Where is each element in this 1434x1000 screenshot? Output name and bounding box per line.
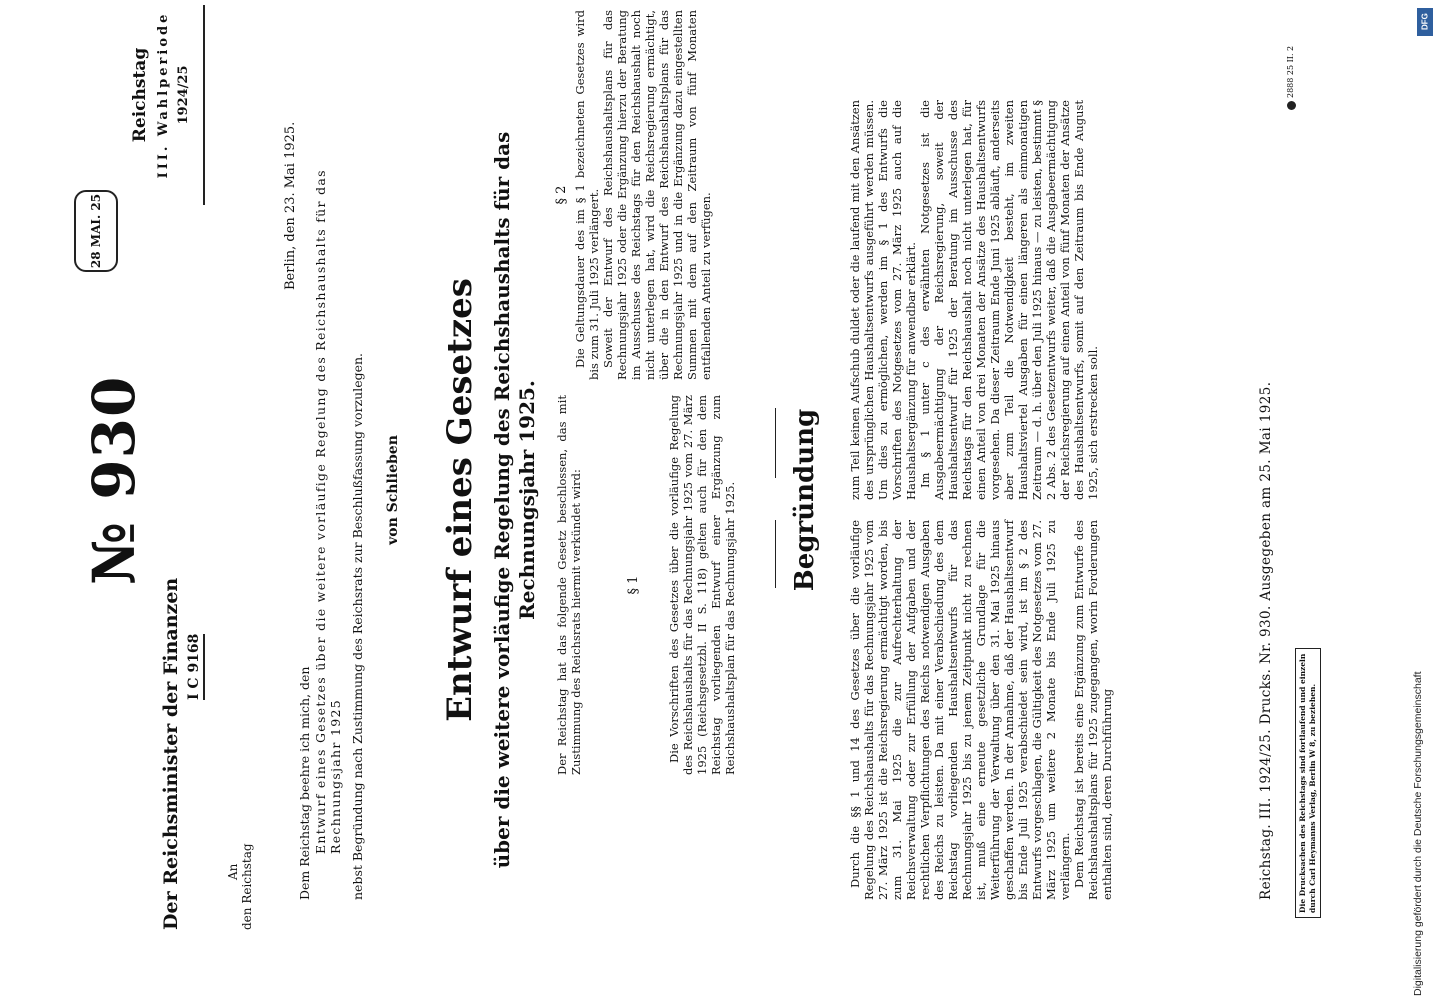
issue-line: Reichstag. III. 1924/25. Drucks. Nr. 930. Ausgegeben am 25. Mai 1925. <box>1258 381 1274 900</box>
begruendung-rule-right <box>775 408 776 478</box>
recipient-line-2: den Reichstag <box>240 843 254 930</box>
preamble: Der Reichstag hat das folgende Gesetz beschlossen, das mit Zustimmung des Reichsrats hiermit verkündet wird: <box>555 395 583 775</box>
begruendung-rule-left <box>775 520 776 588</box>
begruendung-left-column <box>848 520 1114 900</box>
cover-letter-closing: nebst Begründung nach Zustimmung des Reichsrats zur Beschlußfassung vorzulegen. <box>350 352 365 900</box>
section-2-paragraph-2: Soweit der Entwurf des Reichshaushaltsplans für das Rechnungsjahr 1925 oder die Ergänzung hierzu der Beratung im Ausschusse des Reichstags für den Reichshaushalt noch nicht unterlegen hat, wird die Reichsregierung ermächtigt, über die in den Entwurf des Reichshaushaltsplans für das Rechnungsjahr 1925 und in die Ergänzung dazu eingestellten Summen mit dem auf den Zeitraum von fünf Monaten entfallenden Anteil zu verfügen. <box>601 10 713 380</box>
received-stamp: 28 MAI. 25 <box>74 190 118 272</box>
begruendung-paragraph-3: zum Teil keinen Aufschub duldet oder die laufend mit den Ansätzen des ursprünglichen Haushaltsentwurfs ausgeführt werden müssen. Um dies zu ermöglichen, werden im § 1 des Entwurfs die Vorschriften des Notgesetzes vom 27. März 1925 auch auf die Haushaltsergänzung für anwendbar erklärt. <box>848 100 918 500</box>
recipient-line-1: An <box>226 863 240 880</box>
section-1-heading: § 1 <box>626 575 641 595</box>
law-right-column <box>555 10 713 380</box>
print-mark <box>1286 46 1296 110</box>
cover-letter-intro: Dem Reichstag beehre ich mich, den <box>297 666 312 900</box>
printer-logo-icon <box>1287 101 1296 110</box>
begruendung-paragraph-1: Durch die §§ 1 und 14 des Gesetzes über die vorläufige Regelung des Reichshaushalts für das Rechnungsjahr 1925 vom 27. März 1925 ist die Reichsregierung ermächtigt worden, bis zum 31. Mai 1925 die zur Aufrechterhaltung der Reichsverwaltung oder zur Erfüllung der Aufgaben und der rechtlichen Verpflichtungen des Reichs notwendigen Ausgaben des Reichs zu leisten. Da mit einer Verabschiedung des dem Reichstag vorliegenden Haushaltsentwurfs für das Rechnungsjahr 1925 bis zu jenem Zeitpunkt nicht zu rechnen ist, muß eine erneute gesetzliche Grundlage für die Weiterführung der Verwaltung über den 31. Mai 1925 hinaus geschaffen werden. In der Annahme, daß der Haushaltsentwurf bis Ende Juli 1925 verabschiedet sein wird, ist im § 2 des Entwurfs vorgeschlagen, die Gültigkeit des Notgesetzes vom 27. März 1925 um weitere 2 Monate bis Ende Juli 1925 zu verlängern. <box>848 520 1072 900</box>
header-rule <box>203 5 205 205</box>
section-1-text: Die Vorschriften des Gesetzes über die vorläufige Regelung des Reichshaushalts für das Rechnungsjahr 1925 vom 27. März 1925 (Reichsgesetzbl. II S. 118) gelten auch für den dem Reichstag vorliegenden Entwurf einer Ergänzung zum Reichshaushaltsplan für das Rechnungsjahr 1925. <box>667 395 737 775</box>
publisher-box <box>1295 648 1321 918</box>
ministry-name: Der Reichsminister der Finanzen <box>160 577 182 930</box>
bill-subtitle: über die weitere vorläufige Regelung des Reichshaushalts für das Rechnungsjahr 1925. <box>490 131 539 869</box>
section-2-heading: § 2 <box>554 185 569 205</box>
place-date: Berlin, den 23. Mai 1925. <box>283 121 298 290</box>
begruendung-paragraph-4: Im § 1 unter c des erwähnten Notgesetzes ist die Ausgabeermächtigung der Reichsregierung, soweit der Haushaltsentwurf für 1925 der Beratung im Ausschusse des Reichstags für den Reichshaushalt noch nicht unterlegen hat, für einen Anteil von drei Monaten der Ansätze des Haushaltsentwurfs vorgesehen. Da dieser Zeitraum Ende Juni 1925 abläuft, anderseits aber zum Teil die Notwendigkeit besteht, im zweiten Haushaltsviertel Ausgaben für einen längeren als einmonatigen Zeitraum — d. h. über den Juli 1925 hinaus — zu leisten, bestimmt § 2 Abs. 2 des Gesetzentwurfs weiter, daß die Ausgabeermächtigung der Reichsregierung auf einen Anteil von fünf Monaten der Ansätze des Haushaltsentwurfs, somit auf den Zeitraum bis Ende August 1925, sich erstrecken soll. <box>918 100 1100 500</box>
law-left-column <box>555 395 737 775</box>
cover-letter-subject: Entwurf eines Gesetzes über die weitere vorläufige Regelung des Reichshaushalts für das Rechnungsjahr 1925 <box>313 169 343 854</box>
document-number: № 930 <box>80 375 148 585</box>
begruendung-right-column <box>848 100 1100 500</box>
begruendung-paragraph-2: Dem Reichstag ist bereits eine Ergänzung zum Entwurfe des Reichshaushaltsplans für 1925 zugegangen, worin Forderungen enthalten sind, deren Durchführung <box>1072 520 1114 900</box>
signature: von Schlieben <box>385 435 401 545</box>
dfg-logo: DFG <box>1417 8 1433 36</box>
file-reference: I C 9168 <box>186 634 205 700</box>
publisher-line-2: durch Carl Heymanns Verlag, Berlin W 8, zu beziehen. <box>1308 683 1317 913</box>
bill-title: Entwurf eines Gesetzes <box>440 278 480 722</box>
section-2-paragraph-1: Die Geltungsdauer des im § 1 bezeichneten Gesetzes wird bis zum 31. Juli 1925 verlängert. <box>573 10 601 380</box>
begruendung-heading: Begründung <box>790 408 820 592</box>
wahlperiode-label: III. Wahlperiode <box>156 11 171 179</box>
reichstag-label: Reichstag <box>130 47 150 143</box>
years-label: 1924/25 <box>176 65 191 125</box>
dfg-notice: Digitalisierung gefördert durch die Deutsche Forschungsgemeinschaft <box>1412 671 1424 996</box>
publisher-line-1: Die Drucksachen des Reichstags sind fortlaufend und einzeln <box>1298 653 1307 913</box>
print-mark-text: 2888 25 II. 2 <box>1286 45 1295 98</box>
